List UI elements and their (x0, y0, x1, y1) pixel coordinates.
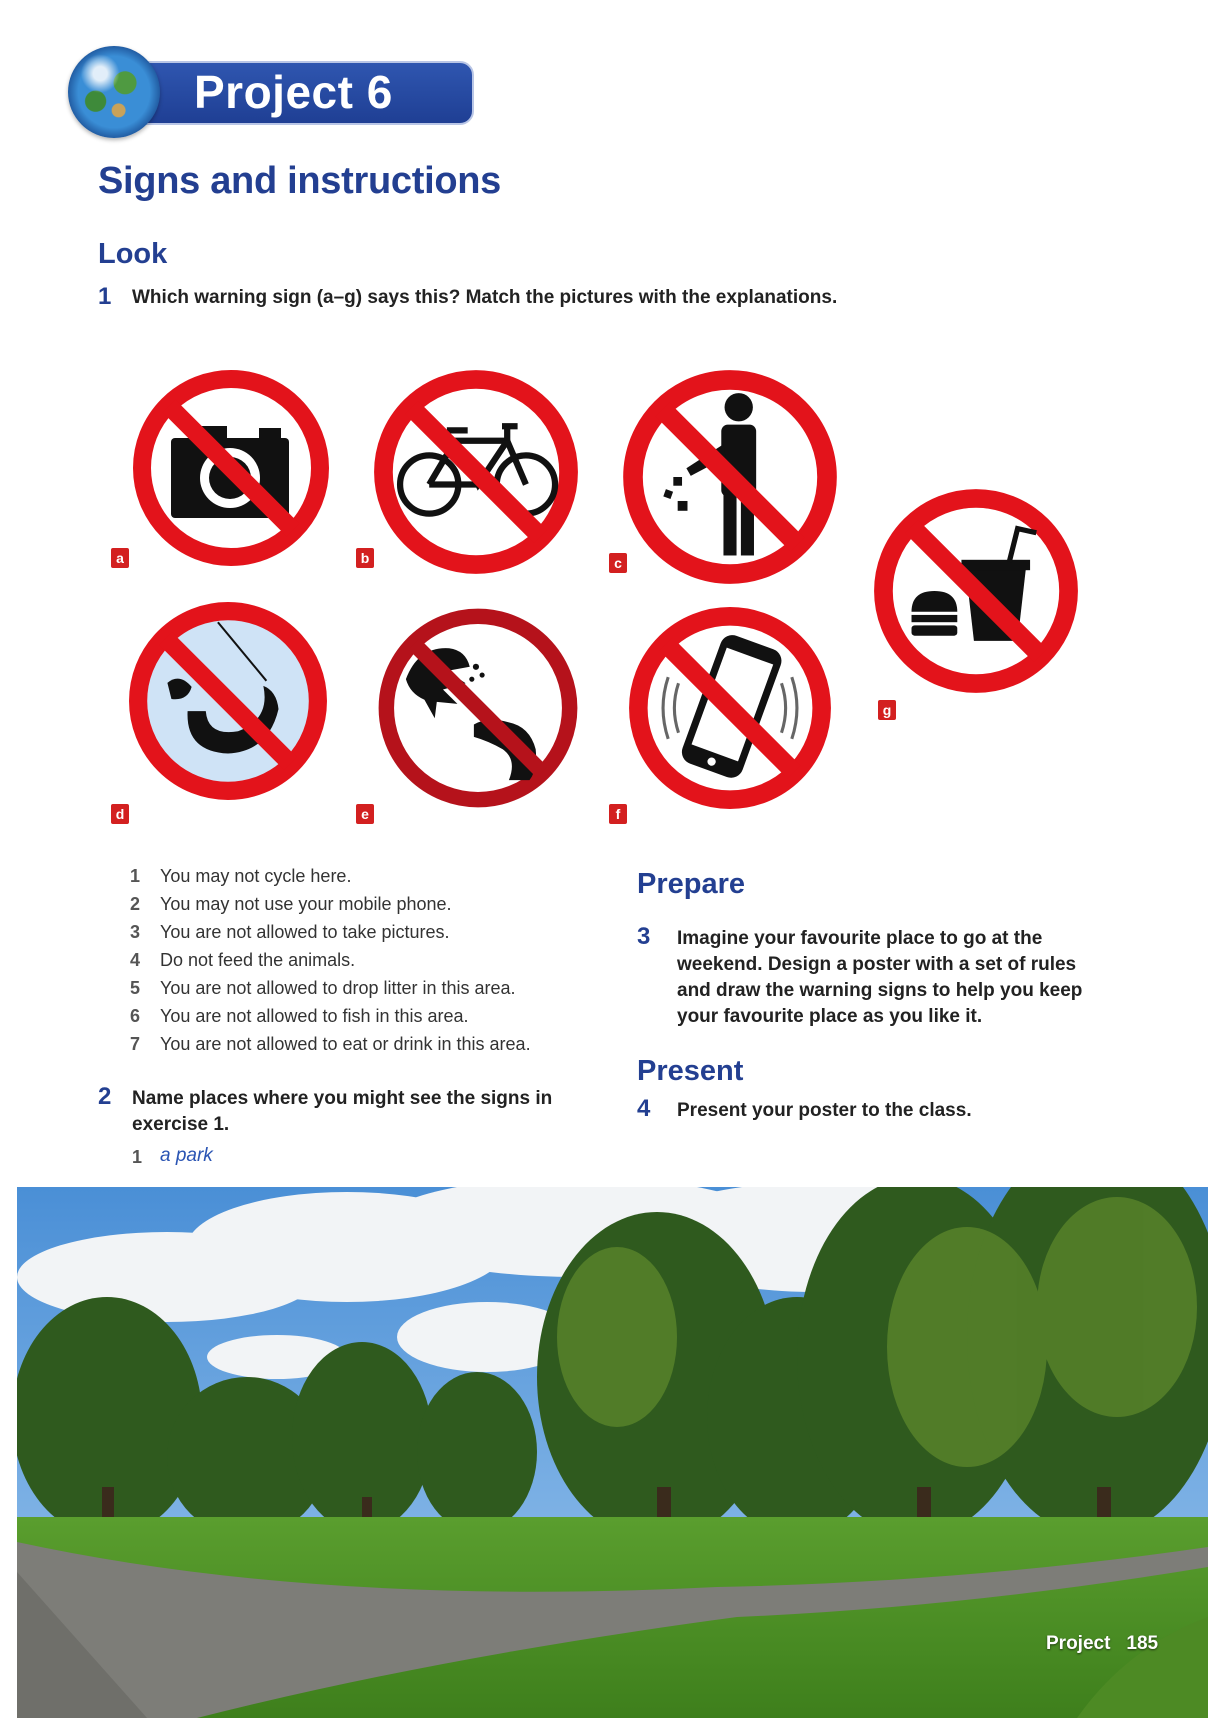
exercise-4-text: Present your poster to the class. (677, 1100, 972, 1121)
sign-a (131, 368, 331, 568)
exercise-3-line-2: weekend. Design a poster with a set of rules (677, 954, 1077, 975)
no-cycling-icon (372, 368, 580, 576)
no-feeding-animals-icon (375, 605, 581, 811)
exercise-2-number: 2 (98, 1083, 112, 1110)
sign-letter-e: e (356, 804, 374, 824)
no-littering-icon (621, 368, 839, 586)
item-text: You are not allowed to fish in this area. (160, 1006, 469, 1026)
present-heading: Present (637, 1055, 744, 1087)
item-text: You are not allowed to drop litter in this area. (160, 978, 516, 998)
page-number: 185 (1126, 1633, 1159, 1654)
item-number: 1 (130, 866, 141, 886)
sign-letter-g: g (878, 700, 896, 720)
sign-g (872, 487, 1080, 695)
exercise-3-line-1: Imagine your favourite place to go at the (677, 928, 1043, 949)
item-text: You may not cycle here. (160, 866, 352, 886)
no-camera-icon (131, 368, 331, 568)
sign-f (627, 605, 833, 811)
sign-letter-b: b (356, 548, 374, 568)
item-number: 5 (130, 978, 141, 998)
exercise-1-instruction: Which warning sign (a–g) says this? Match the pictures with the explanations. (132, 287, 838, 308)
exercise-4-number: 4 (637, 1095, 651, 1122)
prepare-heading: Prepare (637, 868, 746, 900)
example-answer: a park (160, 1145, 213, 1166)
section-title: Signs and instructions (98, 160, 501, 202)
sign-e (375, 605, 581, 811)
item-text: You are not allowed to take pictures. (160, 922, 450, 942)
answer-number: 1 (132, 1147, 143, 1167)
exercise-3-line-4: your favourite place as you like it. (677, 1006, 983, 1027)
look-heading: Look (98, 238, 168, 270)
page-title: Project 6 (194, 66, 393, 118)
item-number: 6 (130, 1006, 141, 1026)
park-photo (17, 1187, 1208, 1718)
footer-label: Project (1046, 1633, 1111, 1654)
sign-c (621, 368, 839, 586)
sign-letter-c: c (609, 553, 627, 573)
item-number: 7 (130, 1034, 141, 1054)
item-text: You are not allowed to eat or drink in this area. (160, 1034, 531, 1054)
item-text: You may not use your mobile phone. (160, 894, 452, 914)
item-number: 4 (130, 950, 141, 970)
item-number: 3 (130, 922, 141, 942)
exercise-3-number: 3 (637, 923, 651, 950)
sign-b (372, 368, 580, 576)
no-fishing-icon (127, 600, 329, 802)
exercise-2-line-1: Name places where you might see the signs in (132, 1088, 553, 1109)
item-text: Do not feed the animals. (160, 950, 356, 970)
sign-letter-f: f (609, 804, 627, 824)
exercise-2-line-2: exercise 1. (132, 1114, 230, 1135)
exercise-1-number: 1 (98, 283, 112, 310)
sign-letter-a: a (111, 548, 129, 568)
item-number: 2 (130, 894, 141, 914)
page-footer (1046, 1633, 1158, 1655)
no-mobile-phone-icon (627, 605, 833, 811)
globe-icon (68, 46, 160, 138)
exercise-3-line-3: and draw the warning signs to help you keep (677, 980, 1083, 1001)
sign-letter-d: d (111, 804, 129, 824)
sign-d (127, 600, 329, 802)
no-food-drink-icon (872, 487, 1080, 695)
